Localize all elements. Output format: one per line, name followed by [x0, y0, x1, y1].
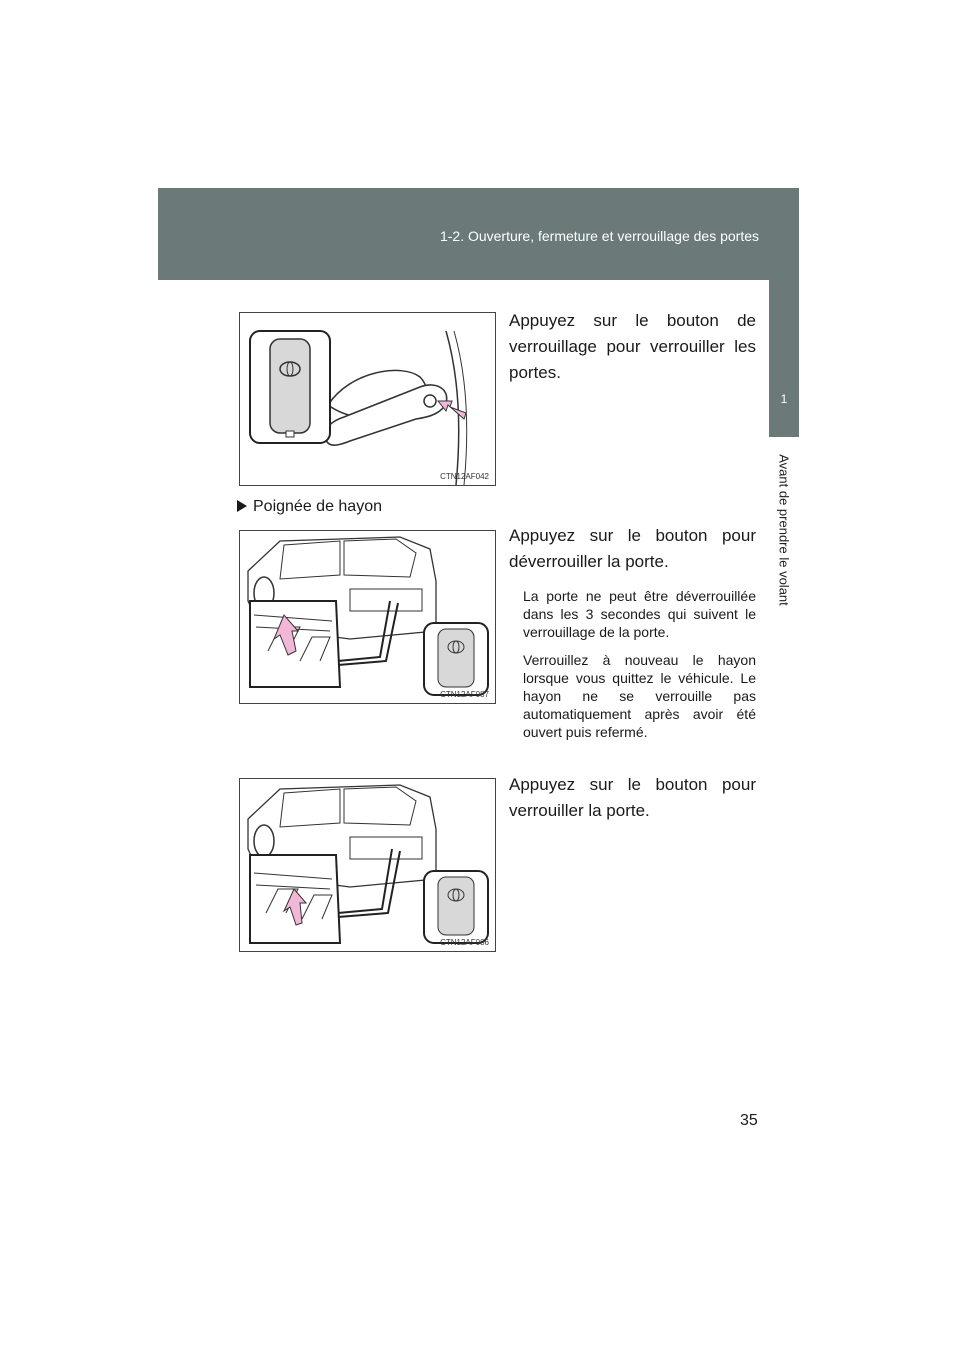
figure-tailgate-unlock — [239, 530, 496, 704]
instruction-lock-doors-block — [509, 308, 756, 386]
figure-code: CTN12AF086 — [440, 938, 489, 947]
section-heading-text: Poignée de hayon — [253, 498, 382, 515]
chapter-number: 1 — [780, 392, 788, 406]
chapter-title: 1-2. Ouverture, fermeture et verrouillage des portes — [439, 228, 759, 244]
instruction-unlock-block — [509, 523, 756, 741]
note-unlock-delay: La porte ne peut être déverrouillée dans les 3 secondes qui suivent le verrouillage de la porte. — [523, 588, 756, 640]
note-relock-tailgate: Verrouillez à nouveau le hayon lorsque vous quittez le véhicule. Le hayon ne se verrouille pas automatiquement après avoir été ouvert puis refermé. — [523, 652, 756, 740]
instruction-lock-block — [509, 772, 756, 824]
tailgate-unlock-illustration — [240, 531, 495, 703]
instruction-unlock-door: Appuyez sur le bouton pour déverrouiller la porte. — [509, 526, 756, 571]
instruction-lock-door: Appuyez sur le bouton pour verrouiller la porte. — [509, 775, 756, 820]
chapter-side-label: Avant de prendre le volant — [776, 454, 792, 606]
instruction-lock-doors: Appuyez sur le bouton de verrouillage pour verrouiller les portes. — [509, 311, 756, 382]
triangle-bullet-icon — [237, 500, 247, 512]
figure-door-handle — [239, 312, 496, 486]
chapter-tab — [769, 280, 799, 437]
figure-code: CTN12AF087 — [440, 690, 489, 699]
section-heading — [237, 498, 382, 516]
page-number: 35 — [740, 1112, 758, 1129]
tailgate-lock-illustration — [240, 779, 495, 951]
door-handle-illustration — [240, 313, 495, 485]
figure-code: CTN12AF042 — [440, 472, 489, 481]
header-band — [158, 188, 799, 280]
figure-tailgate-lock — [239, 778, 496, 952]
